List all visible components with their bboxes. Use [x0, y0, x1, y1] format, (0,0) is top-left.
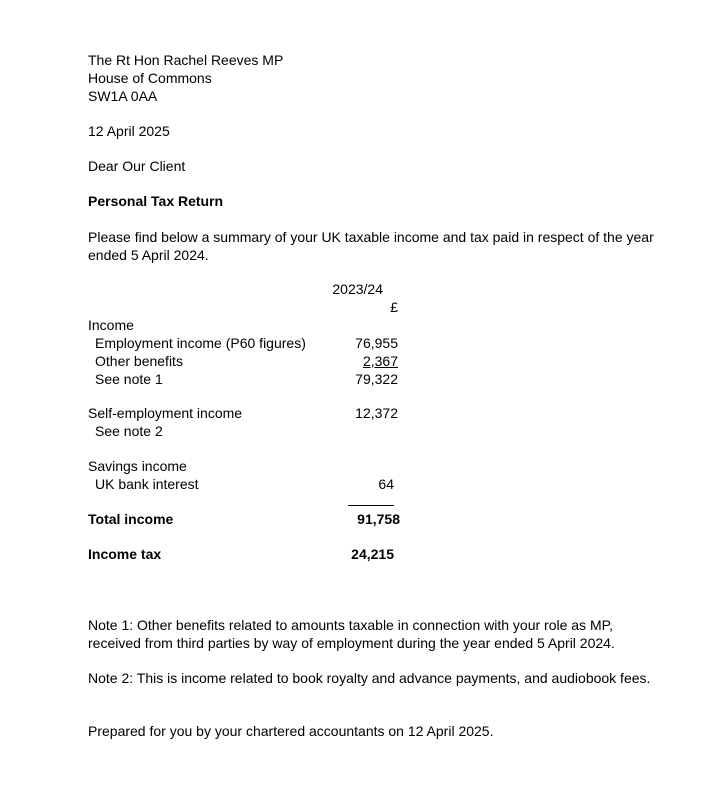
prepared-by-footer: Prepared for you by your chartered accountants on 12 April 2025.	[88, 723, 494, 739]
see-note-2-label: See note 2	[95, 423, 163, 439]
note-1-line-2: received from third parties by way of employment during the year ended 5 April 2024.	[88, 635, 615, 651]
other-benefits-value: 2,367	[362, 353, 398, 369]
address-line-house: House of Commons	[88, 70, 212, 86]
letter-date: 12 April 2025	[88, 123, 170, 139]
subject-heading: Personal Tax Return	[88, 193, 224, 209]
income-tax-label: Income tax	[88, 546, 162, 562]
note-1-line-1: Note 1: Other benefits related to amounts taxable in connection with your role as MP,	[88, 617, 614, 633]
self-employment-value: 12,372	[355, 405, 398, 421]
total-income-value: 91,758	[357, 511, 400, 527]
income-tax-value: 24,215	[351, 546, 394, 562]
self-employment-label: Self-employment income	[88, 405, 243, 421]
other-benefits-label: Other benefits	[95, 353, 183, 369]
see-note-1-label: See note 1	[95, 371, 163, 387]
total-income-label: Total income	[88, 511, 174, 527]
savings-income-heading: Savings income	[88, 458, 187, 474]
note-2: Note 2: This is income related to book royalty and advance payments, and audiobook fees.	[88, 670, 651, 686]
total-rule	[348, 505, 394, 506]
salutation: Dear Our Client	[88, 158, 186, 174]
intro-line-1: Please find below a summary of your UK taxable income and tax paid in respect of the year	[88, 229, 654, 245]
year-column-header: 2023/24	[332, 281, 383, 297]
intro-line-2: ended 5 April 2024.	[88, 247, 209, 263]
address-line-name: The Rt Hon Rachel Reeves MP	[88, 52, 284, 68]
employment-income-value: 76,955	[355, 335, 398, 351]
address-line-postcode: SW1A 0AA	[88, 88, 158, 104]
income-heading: Income	[88, 317, 134, 333]
bank-interest-label: UK bank interest	[95, 476, 199, 492]
bank-interest-value: 64	[378, 476, 394, 492]
currency-symbol: £	[390, 299, 398, 315]
employment-income-label: Employment income (P60 figures)	[95, 335, 306, 351]
income-subtotal-value: 79,322	[355, 371, 398, 387]
